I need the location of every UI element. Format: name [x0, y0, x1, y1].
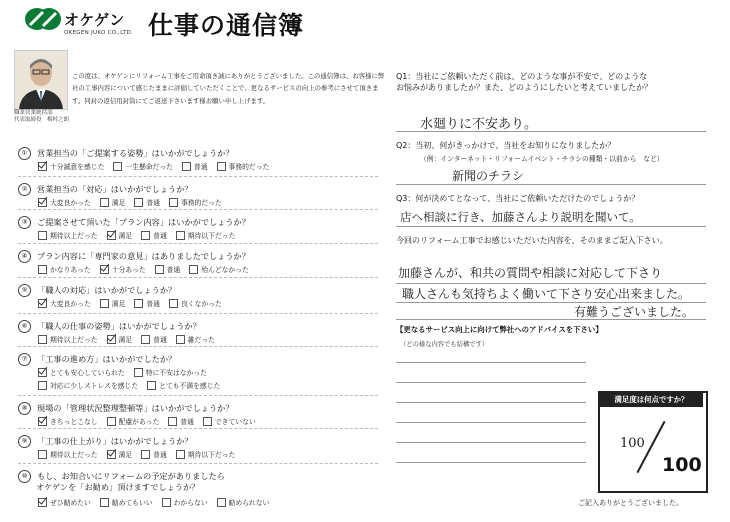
advice-line[interactable] — [396, 422, 586, 423]
advice-line[interactable] — [396, 382, 586, 383]
score-value[interactable]: 100 — [620, 436, 645, 451]
checkbox[interactable] — [134, 198, 143, 207]
question-text: 現場の「管理状況整理整頓等」はいかがでしょうか？ — [37, 403, 234, 413]
checkbox[interactable] — [189, 265, 198, 274]
checkbox[interactable] — [147, 381, 156, 390]
checkbox[interactable] — [107, 450, 116, 459]
option-item[interactable] — [203, 416, 256, 426]
q2-text: Q2：当初、何がきっかけで、当社をお知りになりましたか？ — [396, 141, 616, 150]
option-label: 勧めてもいい — [111, 499, 153, 507]
checkbox[interactable] — [38, 162, 47, 171]
option-item[interactable] — [141, 230, 167, 240]
option-label: 配慮があった — [118, 418, 160, 426]
checkbox[interactable] — [107, 417, 116, 426]
question-text: 「工事の仕上がり」はいかがでしょうか？ — [37, 436, 193, 446]
score-max: 100 — [662, 454, 702, 476]
option-item[interactable] — [107, 449, 133, 459]
caption-line: 職業営業統括部 — [14, 110, 53, 116]
option-row — [38, 298, 231, 308]
checkbox[interactable] — [107, 335, 116, 344]
advice-subtitle: （どの様な内容でも結構です） — [400, 341, 489, 348]
option-label: ぜひ勧めたい — [50, 499, 91, 507]
checkbox[interactable] — [169, 198, 178, 207]
option-item[interactable] — [176, 334, 215, 344]
thanks-text: ご記入ありがとうございました。 — [578, 499, 683, 507]
question-divider — [18, 428, 378, 429]
divider — [396, 226, 706, 227]
option-item[interactable] — [38, 367, 125, 377]
question-text: 「職人の仕事の姿勢」はいかがでしょうか？ — [37, 321, 201, 331]
question-text: もし、お知合いにリフォームの予定がありましたら — [37, 471, 225, 481]
option-label: できていない — [214, 418, 256, 426]
score-heading: 満足度は何点ですか？ — [600, 393, 703, 407]
option-item[interactable] — [38, 298, 91, 308]
option-label: 雑だった — [187, 336, 215, 344]
option-row — [38, 334, 224, 344]
checkbox[interactable] — [38, 498, 47, 507]
intro-text: この度は、オケゲンにリフォーム工事をご用命頂き誠にありがとうございました。この通信簿は、お客様に弊社の工事内容について感じたままに評価していただくことで、更なるサービスの向上の参考にさせて頂きます。同封の返信用封筒にてご返送下さいます様お願い申し上げます。 — [72, 72, 385, 105]
checkbox[interactable] — [38, 198, 47, 207]
option-item[interactable] — [176, 449, 236, 459]
question-divider — [18, 277, 378, 278]
option-label: 普通 — [153, 336, 167, 344]
option-label: 勧められない — [228, 499, 270, 507]
question-9 — [18, 435, 193, 448]
q1-answer[interactable]: 水廻りに不安あり。 — [420, 117, 538, 132]
checkbox[interactable] — [168, 417, 177, 426]
question-divider — [18, 395, 378, 396]
checkbox[interactable] — [141, 231, 150, 240]
option-label: 満足 — [118, 232, 133, 240]
question-divider — [18, 313, 378, 314]
question-divider — [18, 176, 378, 177]
comment-line-2[interactable]: 職人さんも気持ちよく働いて下さり安心出来ました。 — [402, 287, 691, 301]
question-5 — [18, 284, 176, 297]
option-label: 普通 — [166, 266, 181, 274]
option-label: 殆んどなかった — [201, 266, 249, 274]
checkbox[interactable] — [38, 265, 47, 274]
checkbox[interactable] — [100, 198, 109, 207]
question-number: ⑩ — [18, 470, 31, 483]
question-divider — [18, 243, 378, 244]
option-label: かなりあった — [50, 266, 91, 274]
q2-answer[interactable]: 新聞のチラシ — [452, 169, 525, 183]
option-row — [38, 497, 278, 507]
option-label: とても安心していられた — [50, 369, 125, 377]
option-row — [38, 380, 229, 390]
option-item[interactable] — [107, 334, 133, 344]
option-label: 普通 — [153, 232, 167, 240]
q1-text — [396, 71, 652, 93]
question-4 — [18, 250, 250, 263]
option-label: わからない — [173, 499, 208, 507]
checkbox[interactable] — [38, 368, 47, 377]
option-label: 普通 — [146, 300, 160, 308]
option-row — [38, 197, 231, 207]
question-text: 「職人の対応」はいかがでしょうか？ — [37, 285, 177, 295]
checkbox[interactable] — [155, 265, 164, 274]
option-row — [38, 367, 216, 377]
option-item[interactable] — [147, 380, 220, 390]
checkbox[interactable] — [100, 265, 109, 274]
q3-answer[interactable]: 店へ相談に行き、加藤さんより説明を聞いて。 — [400, 210, 641, 224]
option-label: 普通 — [153, 451, 167, 459]
question-1 — [18, 147, 234, 160]
option-item[interactable] — [38, 449, 98, 459]
option-label: 特に不安はなかった — [145, 369, 207, 377]
question-number: ⑦ — [18, 353, 31, 366]
checkbox[interactable] — [134, 368, 143, 377]
checkbox[interactable] — [113, 162, 122, 171]
option-label: とても不満を感じた — [159, 382, 221, 390]
checkbox[interactable] — [203, 417, 212, 426]
option-label: 事務的だった — [180, 199, 222, 207]
divider — [396, 184, 706, 185]
checkbox[interactable] — [217, 162, 226, 171]
checkbox[interactable] — [38, 381, 47, 390]
question-number: ⑥ — [18, 320, 31, 333]
option-item[interactable] — [38, 197, 91, 207]
question-6 — [18, 320, 201, 333]
divider — [396, 319, 706, 320]
option-item[interactable] — [134, 298, 160, 308]
company-logo-icon — [24, 7, 62, 31]
question-number: ⑧ — [18, 402, 31, 415]
option-label: 普通 — [146, 199, 160, 207]
option-label: 対応に少しストレスを感じた — [50, 382, 139, 390]
option-item[interactable] — [38, 416, 98, 426]
option-row — [38, 230, 244, 240]
advice-line[interactable] — [396, 442, 586, 443]
question-3 — [18, 216, 250, 229]
question-8 — [18, 402, 234, 415]
checkbox[interactable] — [176, 450, 185, 459]
photo-caption — [14, 110, 74, 124]
q1-line: お悩みがありましたか？また、どのようにしたいと考えていましたか？ — [396, 83, 652, 92]
comment-line-1[interactable]: 加藤さんが、和共の質問や相談に対応して下さり — [398, 266, 663, 280]
option-item[interactable] — [38, 380, 138, 390]
question-text-line2: オケゲンを「お勧め」頂けますでしょうか？ — [36, 482, 200, 492]
checkbox[interactable] — [134, 299, 143, 308]
q3-text: Q3：何が決めてとなって、当社にご依頼いただけたのでしょうか？ — [396, 194, 640, 203]
advice-line[interactable] — [396, 462, 586, 463]
option-row — [38, 449, 244, 459]
option-item[interactable] — [217, 497, 270, 507]
divider — [396, 131, 706, 132]
question-7 — [18, 353, 176, 366]
question-divider — [18, 346, 378, 347]
checkbox[interactable] — [176, 231, 185, 240]
comment-line-3[interactable]: 有難うございました。 — [574, 305, 695, 319]
checkbox[interactable] — [141, 450, 150, 459]
checkbox[interactable] — [107, 231, 116, 240]
option-item[interactable] — [107, 416, 160, 426]
question-number: ⑤ — [18, 284, 31, 297]
option-item[interactable] — [189, 264, 249, 274]
question-number: ② — [18, 183, 31, 196]
question-text: 営業担当の「ご提案する姿勢」はいかがでしょうか？ — [37, 148, 234, 158]
advice-line[interactable] — [396, 362, 586, 363]
question-text: ご提案させて頂いた「プラン内容」はいかがでしょうか？ — [37, 217, 250, 227]
question-text: プラン内容に「専門家の意見」はありましたでしょうか？ — [37, 251, 250, 261]
question-divider — [18, 463, 378, 464]
option-item[interactable] — [38, 161, 104, 171]
option-item[interactable] — [162, 497, 208, 507]
question-text: 「工事の進め方」はいかがでしたか？ — [37, 354, 177, 364]
option-item[interactable] — [141, 449, 167, 459]
checkbox[interactable] — [169, 299, 178, 308]
caption-line: 代表取締役 梅村之朗 — [14, 117, 70, 123]
option-label: 十分誠意を感じた — [50, 163, 105, 171]
option-item[interactable] — [38, 230, 98, 240]
option-label: 満足 — [118, 336, 133, 344]
checkbox[interactable] — [38, 299, 47, 308]
option-item[interactable] — [134, 367, 207, 377]
advice-heading: 【更なるサービス向上に向けて弊社へのアドバイスを下さい】 — [396, 325, 603, 334]
option-label: 良くなかった — [180, 300, 222, 308]
comment-heading: 今回のリフォーム工事でお感じいただいた内容を、そのままご記入下さい。 — [396, 236, 668, 245]
option-label: 期待以上だった — [50, 451, 98, 459]
question-divider — [18, 209, 378, 210]
checkbox[interactable] — [162, 498, 171, 507]
option-item[interactable] — [100, 497, 153, 507]
brand-subtitle: OKEGEN JUKO CO.,LTD. — [64, 30, 134, 36]
option-item[interactable] — [100, 298, 126, 308]
person-icon — [15, 51, 67, 109]
checkbox[interactable] — [38, 335, 47, 344]
option-label: 期待以下だった — [187, 232, 236, 240]
checkbox[interactable] — [182, 162, 191, 171]
brand-name: オケゲン — [64, 11, 125, 29]
option-label: 事務的だった — [228, 163, 270, 171]
option-label: きちっとこなし — [50, 418, 98, 426]
option-item[interactable] — [38, 334, 98, 344]
checkbox[interactable] — [176, 335, 185, 344]
option-label: 期待以下だった — [187, 451, 236, 459]
option-label: 十分あった — [111, 266, 146, 274]
option-item[interactable] — [182, 161, 208, 171]
checkbox[interactable] — [38, 231, 47, 240]
option-label: 満足 — [111, 300, 126, 308]
checkbox[interactable] — [38, 450, 47, 459]
checkbox[interactable] — [141, 335, 150, 344]
question-number: ④ — [18, 250, 31, 263]
checkbox[interactable] — [100, 299, 109, 308]
option-item[interactable] — [141, 334, 167, 344]
question-number: ① — [18, 147, 31, 160]
representative-photo — [14, 50, 68, 110]
checkbox[interactable] — [38, 417, 47, 426]
option-item[interactable] — [38, 497, 91, 507]
option-label: 一生懸命だった — [125, 163, 173, 171]
option-item[interactable] — [155, 264, 181, 274]
option-item[interactable] — [169, 197, 222, 207]
option-item[interactable] — [100, 197, 126, 207]
question-number: ⑨ — [18, 435, 31, 448]
option-item[interactable] — [169, 298, 222, 308]
option-label: 満足 — [111, 199, 126, 207]
option-item[interactable] — [217, 161, 270, 171]
option-item[interactable] — [168, 416, 194, 426]
option-label: 普通 — [180, 418, 194, 426]
option-row — [38, 161, 278, 171]
option-label: 期待以上だった — [50, 232, 98, 240]
option-item[interactable] — [134, 197, 160, 207]
option-row — [38, 264, 258, 274]
option-item[interactable] — [113, 161, 173, 171]
checkbox[interactable] — [100, 498, 109, 507]
option-label: 大変良かった — [50, 199, 91, 207]
option-label: 満足 — [118, 451, 133, 459]
option-item[interactable] — [38, 264, 91, 274]
divider — [396, 283, 706, 284]
option-item[interactable] — [107, 230, 133, 240]
option-item[interactable] — [100, 264, 146, 274]
question-2 — [18, 183, 193, 196]
checkbox[interactable] — [217, 498, 226, 507]
q1-line: Q1：当社にご依頼いただく前は、どのような事が不安で、どのような — [396, 72, 648, 81]
option-label: 期待以上だった — [50, 336, 98, 344]
question-number: ③ — [18, 216, 31, 229]
option-row — [38, 416, 265, 426]
option-item[interactable] — [176, 230, 236, 240]
q2-example: （例：インターネット・リフォームイベント・チラシの種類・以前から など） — [420, 155, 664, 163]
option-label: 大変良かった — [50, 300, 91, 308]
option-label: 普通 — [193, 163, 208, 171]
page-title: 仕事の通信簿 — [148, 11, 305, 40]
question-text: 営業担当の「対応」はいかがでしょうか？ — [37, 184, 193, 194]
advice-line[interactable] — [396, 402, 586, 403]
